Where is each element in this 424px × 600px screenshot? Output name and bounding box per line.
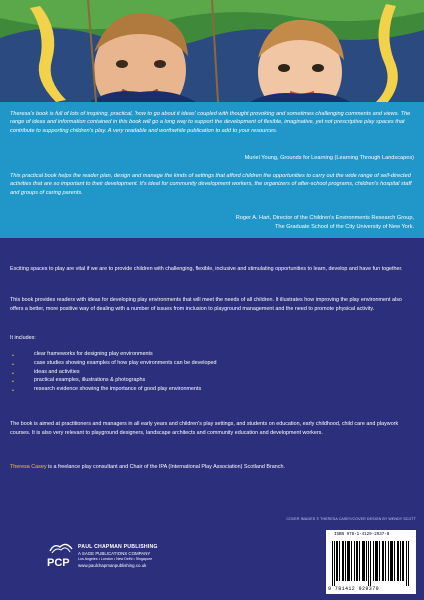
author-name: Theresa Casey [10, 464, 47, 470]
endorsement-quote: Theresa's book is full of lots of inspiring, practical, 'how to go about it ideas' coupled with thought provoking and sometimes challenging comments and views. The range of ideas and information contained in this book will go a long way to support the development of flexible, imaginative, yet not prescriptive play spaces that contribute to supporting children's play. A very readable and worthwhile publication to add to your resources. [10, 111, 411, 134]
publisher-subtitle: A SAGE PUBLICATIONS COMPANY [78, 551, 151, 556]
endorsement-attribution: Roger A. Hart, Director of the Children's Environments Research Group, [235, 215, 414, 221]
feature-list [10, 350, 414, 394]
bullet-icon: • [12, 388, 14, 395]
author-bio [10, 463, 414, 472]
endorsement-attribution: Muriel Young, Grounds for Learning (Learning Through Landscapes) [244, 155, 414, 161]
bullet-icon: • [12, 353, 14, 359]
endorsements-band [0, 102, 424, 238]
barcode-bars [332, 541, 410, 586]
includes-label: It includes: [10, 335, 36, 341]
endorsement-attribution-affiliation: The Graduate School of the City University of New York. [275, 223, 414, 230]
description-paragraph: This book provides readers with ideas for developing play environments that will meet the needs of all children. It illustrates how improving the play environment also offers a better, more positive way of dealing with a number of issues from inclusion to playground management and the need to promote physical activity. [10, 297, 402, 312]
bullet-icon: • [12, 379, 14, 386]
author-bio-text: is a freelance play consultant and Chair of the IPA (International Play Association) Scotland Branch. [46, 464, 285, 470]
endorsement-quote: This practical book helps the reader plan, design and manage the kinds of settings that afford children the opportunities to carry out the wide range of self-directed activities that are so important to their development. It's ideal for community development workers, the organizers of after-school programs, children's hospital staff and groups of caring parents. [10, 173, 412, 196]
bullet-icon: • [12, 361, 14, 368]
svg-text:PCP: PCP [47, 557, 70, 569]
isbn-barcode [326, 530, 416, 594]
cover-photo [0, 0, 424, 102]
list-item: • clear frameworks for designing play environments [12, 351, 153, 359]
list-item: • practical examples, illustrations & photographs [12, 377, 146, 386]
bullet-icon: • [12, 370, 14, 377]
list-item: • ideas and activities [12, 368, 80, 377]
cover-credit: COVER IMAGES © THERESA CASEY/COVER DESIGN BY WENDY SCOTT [286, 517, 416, 521]
isbn-number: ISBN 978-1-4129-2937-0 [334, 533, 390, 537]
publisher-cities: Los Angeles • London • New Delhi • Singapore [78, 557, 153, 561]
intro-paragraph: Exciting spaces to play are vital if we are to provide children with challenging, flexible, inclusive and stimulating opportunities to learn, develop and have fun together. [10, 266, 403, 272]
publisher-url[interactable]: www.paulchapmanpublishing.co.uk [78, 563, 147, 568]
list-item: • case studies showing examples of how play environments can be developed [12, 359, 217, 368]
barcode-digits: 9 781412 929370 [328, 586, 380, 592]
publisher-block [44, 539, 224, 575]
audience-paragraph: The book is aimed at practitioners and managers in all early years and children's play settings, and students on education, early childhood, child care and playwork courses. It is also very relevant to playground designers, landscape architects and community education and development workers. [10, 421, 399, 436]
list-item: • research evidence showing the importance of good play environments [12, 386, 202, 395]
publisher-logo [44, 539, 78, 573]
publisher-name: PAUL CHAPMAN PUBLISHING [78, 544, 158, 550]
